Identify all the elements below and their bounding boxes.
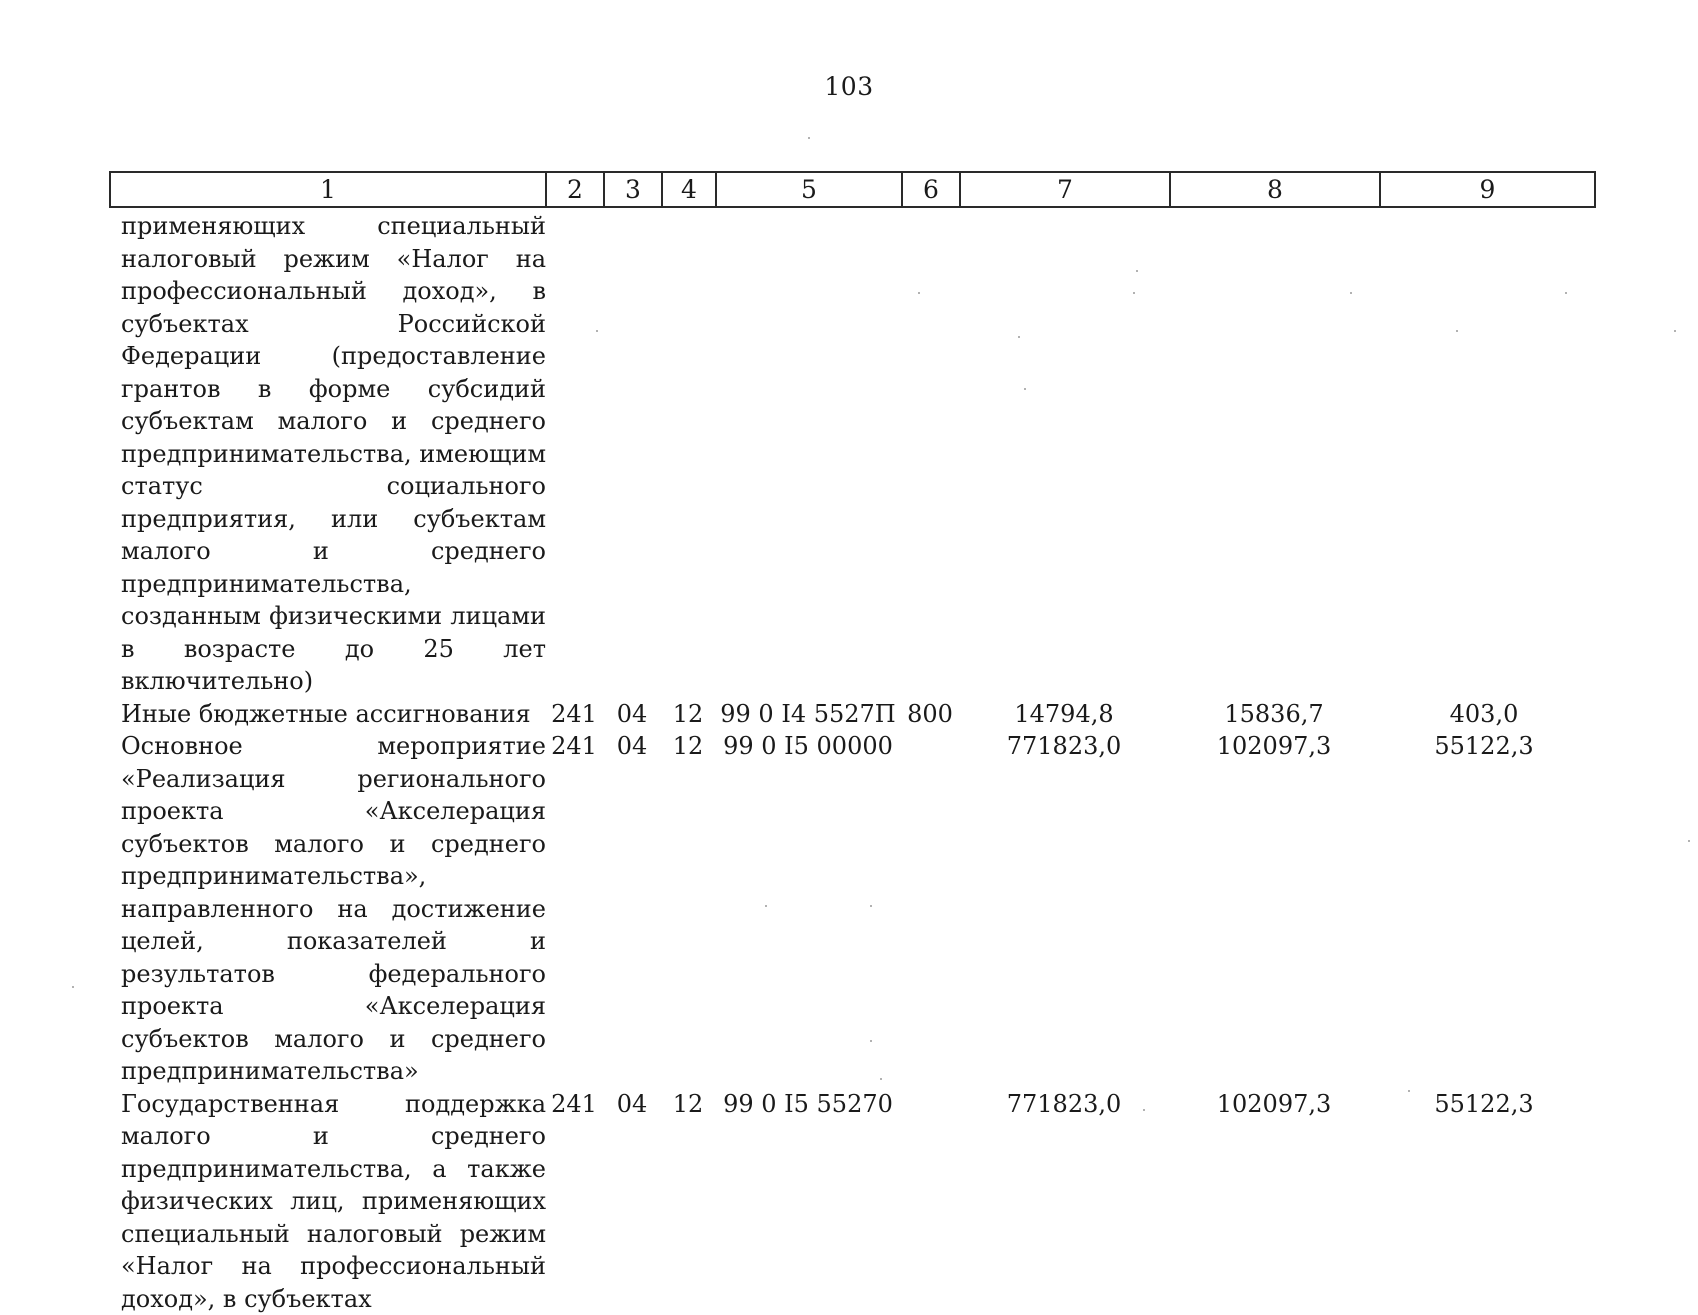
- table-row: [109, 730, 1594, 1088]
- header-col-8: 8: [1170, 172, 1380, 207]
- header-col-3: 3: [604, 172, 662, 207]
- scan-speck: [1018, 336, 1020, 338]
- header-col-4: 4: [662, 172, 716, 207]
- scan-speck: [880, 1078, 882, 1080]
- row-amount-2: 102097,3: [1169, 730, 1379, 763]
- row-amount-1: 771823,0: [959, 1088, 1169, 1121]
- table-row: [109, 698, 1594, 731]
- row-section: 04: [603, 1088, 661, 1121]
- scan-speck: [870, 1040, 872, 1042]
- header-col-5: 5: [716, 172, 902, 207]
- scan-speck: [596, 330, 598, 332]
- row-target-article: 99 0 I5 55270: [715, 1088, 901, 1121]
- table-body: [109, 210, 1594, 1315]
- row-description: Основное мероприятие «Реализация регионального проекта «Акселерация субъектов малого и среднего предпринимательства», направленного на достижение целей, показателей и результатов федерального проекта «Акселерация субъектов малого и среднего предпринимательства»: [121, 730, 546, 1088]
- row-section: 04: [603, 730, 661, 763]
- row-description: Иные бюджетные ассигнования: [121, 698, 546, 731]
- scan-speck: [1143, 1109, 1145, 1111]
- row-section: 04: [603, 698, 661, 731]
- scan-speck: [1350, 292, 1352, 294]
- row-amount-3: 55122,3: [1379, 730, 1589, 763]
- header-col-6: 6: [902, 172, 960, 207]
- column-header-table: [109, 171, 1596, 208]
- row-amount-3: 55122,3: [1379, 1088, 1589, 1121]
- row-amount-2: 102097,3: [1169, 1088, 1379, 1121]
- scan-speck: [1456, 330, 1458, 332]
- scan-speck: [808, 137, 810, 139]
- page-number: 103: [0, 72, 1698, 101]
- row-amount-1: 771823,0: [959, 730, 1169, 763]
- row-description: применяющих специальный налоговый режим «Налог на профессиональный доход», в субъектах Российской Федерации (предоставление грантов в форме субсидий субъектам малого и среднего предпринимательства, имеющим статус социального предприятия, или субъектам малого и среднего предпринимательства, созданным физическими лицами в возрасте до 25 лет включительно): [121, 210, 546, 698]
- scan-speck: [1024, 388, 1026, 390]
- scan-speck: [1674, 330, 1676, 332]
- scan-speck: [1136, 270, 1138, 272]
- row-subsection: 12: [661, 730, 715, 763]
- scan-speck: [72, 986, 74, 988]
- header-col-7: 7: [960, 172, 1170, 207]
- row-amount-1: 14794,8: [959, 698, 1169, 731]
- header-col-2: 2: [546, 172, 604, 207]
- row-description: Государственная поддержка малого и среднего предпринимательства, а также физических лиц, применяющих специальный налоговый режим «Налог на профессиональный доход», в субъектах: [121, 1088, 546, 1315]
- scan-speck: [1688, 840, 1690, 842]
- header-row: [110, 172, 1595, 207]
- table-row: [109, 1088, 1594, 1315]
- row-grbs: 241: [545, 1088, 603, 1121]
- scan-speck: [765, 905, 767, 907]
- header-col-1: 1: [110, 172, 546, 207]
- scan-speck: [1565, 292, 1567, 294]
- table-row: [109, 210, 1594, 698]
- header-col-9: 9: [1380, 172, 1595, 207]
- row-grbs: 241: [545, 730, 603, 763]
- row-expense-type: 800: [901, 698, 959, 731]
- scan-speck: [870, 905, 872, 907]
- row-target-article: 99 0 I4 5527П: [715, 698, 901, 731]
- scan-speck: [1133, 292, 1135, 294]
- row-amount-2: 15836,7: [1169, 698, 1379, 731]
- row-subsection: 12: [661, 698, 715, 731]
- scan-speck: [1408, 1090, 1410, 1092]
- row-grbs: 241: [545, 698, 603, 731]
- row-subsection: 12: [661, 1088, 715, 1121]
- row-target-article: 99 0 I5 00000: [715, 730, 901, 763]
- row-amount-3: 403,0: [1379, 698, 1589, 731]
- scan-speck: [918, 292, 920, 294]
